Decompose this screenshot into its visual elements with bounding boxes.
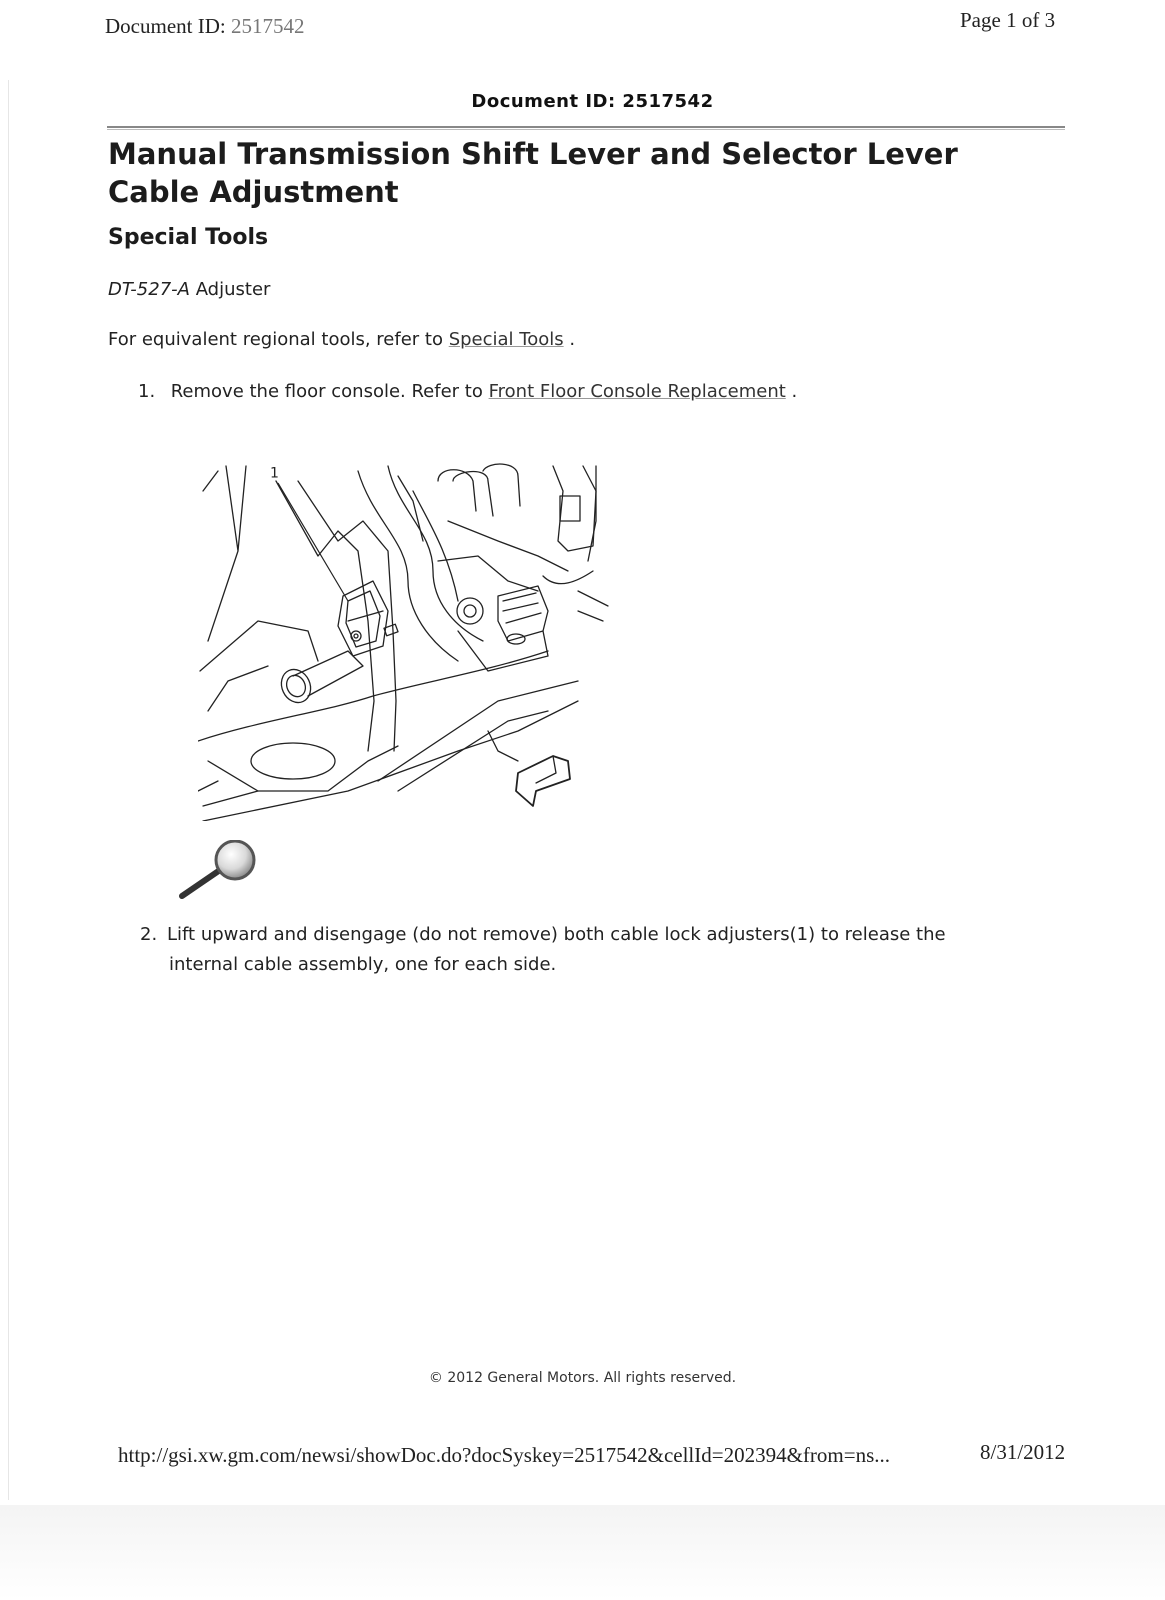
print-header-doc-label: Document ID:	[105, 14, 226, 38]
copyright-notice: © 2012 General Motors. All rights reserved.	[428, 1370, 737, 1386]
document-id-heading	[0, 91, 1165, 112]
header-rule-secondary	[107, 129, 1065, 130]
scan-bottom-shade	[0, 1505, 1165, 1600]
special-tools-heading: Special Tools	[108, 225, 269, 250]
step-1-number: 1.	[138, 381, 156, 402]
step-2-number: 2.	[140, 924, 158, 945]
step-1-text: Remove the floor console. Refer to	[170, 381, 483, 402]
print-header-page: Page 1 of 3	[960, 8, 1056, 32]
page-title: Manual Transmission Shift Lever and Selector Lever Cable Adjustment	[108, 137, 958, 209]
tool-code: DT-527-A	[108, 279, 190, 300]
print-footer-url: http://gsi.xw.gm.com/newsi/showDoc.do?docSyskey=2517542&cellId=202394&from=ns...	[118, 1443, 891, 1467]
front-floor-console-link[interactable]: Front Floor Console Replacement	[488, 381, 786, 402]
step-2-text-continued: internal cable assembly, one for each side.	[169, 954, 557, 975]
scan-edge-shadow	[8, 80, 9, 1500]
shift-lever-illustration	[198, 461, 618, 821]
step-1	[138, 377, 797, 407]
equivalent-tools-text: For equivalent regional tools, refer to	[108, 329, 443, 350]
tool-line	[108, 279, 270, 300]
step-2	[140, 920, 1020, 980]
header-rule	[107, 126, 1065, 128]
special-tools-link[interactable]: Special Tools	[448, 329, 564, 350]
print-footer-date: 8/31/2012	[980, 1440, 1066, 1464]
magnifier-icon[interactable]	[178, 840, 268, 910]
step-1-end: .	[791, 381, 798, 402]
tool-name: Adjuster	[195, 279, 271, 300]
equivalent-tools-note	[108, 329, 575, 350]
print-header-doc-id	[105, 14, 304, 39]
print-header-doc-number: 2517542	[230, 14, 305, 38]
document-id-heading-text: Document ID: 2517542	[471, 91, 714, 112]
equivalent-tools-end: .	[569, 329, 576, 350]
figure-callout-1: 1	[270, 465, 279, 482]
step-2-text: Lift upward and disengage (do not remove) both cable lock adjusters(1) to release the	[167, 924, 946, 945]
